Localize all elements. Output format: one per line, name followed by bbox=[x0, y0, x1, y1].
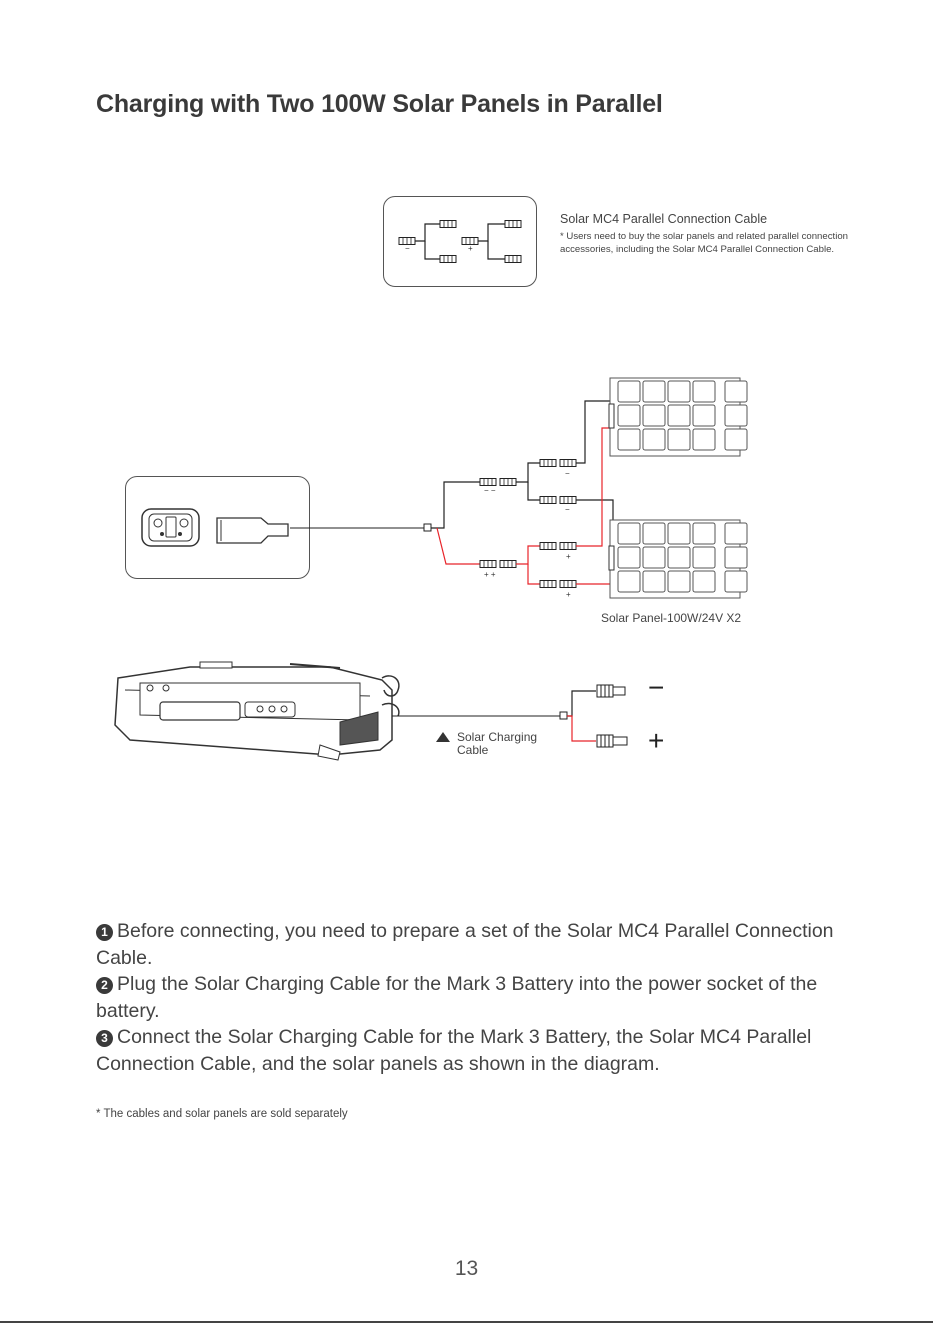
solar-panel-top bbox=[609, 378, 747, 456]
callout-title: Solar MC4 Parallel Connection Cable bbox=[560, 212, 768, 226]
svg-text:− −: − − bbox=[484, 486, 496, 495]
svg-text:−: − bbox=[565, 505, 570, 514]
negative-sign: − bbox=[648, 672, 665, 703]
footnote: * The cables and solar panels are sold separately bbox=[96, 1108, 348, 1120]
svg-text:−: − bbox=[565, 469, 570, 478]
svg-text:+: + bbox=[566, 590, 571, 599]
step-3-text: Connect the Solar Charging Cable for the Mark 3 Battery, the Solar MC4 Parallel Connection Cable, and the solar panels as shown in the diagram. bbox=[96, 1026, 812, 1075]
svg-text:+: + bbox=[566, 552, 571, 561]
svg-text:−: − bbox=[405, 244, 410, 253]
step-number-3: 3 bbox=[96, 1030, 113, 1047]
battery-socket-icon bbox=[142, 509, 199, 546]
step-3 bbox=[96, 1024, 856, 1077]
solar-charging-cable-label-line1: Solar Charging bbox=[457, 730, 538, 744]
svg-text:+: + bbox=[468, 244, 473, 253]
step-number-2: 2 bbox=[96, 977, 113, 994]
step-2 bbox=[96, 971, 856, 1024]
solar-panel-bottom bbox=[609, 520, 747, 598]
step-1 bbox=[96, 918, 856, 971]
bottom-rule bbox=[0, 1321, 933, 1323]
solar-charging-cable-label-line2: Cable bbox=[457, 743, 489, 757]
solar-panel-label: Solar Panel-100W/24V X2 bbox=[601, 611, 742, 625]
instruction-steps bbox=[96, 918, 856, 1077]
page-number: 13 bbox=[454, 1257, 479, 1280]
step-2-text: Plug the Solar Charging Cable for the Mark 3 Battery into the power socket of the battery. bbox=[96, 973, 818, 1022]
wiring-diagram bbox=[290, 401, 613, 599]
step-1-text: Before connecting, you need to prepare a set of the Solar MC4 Parallel Connection Cable. bbox=[96, 920, 834, 969]
parallel-cable-icon bbox=[399, 221, 521, 263]
page-title: Charging with Two 100W Solar Panels in Parallel bbox=[96, 90, 663, 118]
callout-note: * Users need to buy the solar panels and related parallel connection accessories, including the Solar MC4 Parallel Connection Cable. bbox=[560, 231, 848, 255]
svg-text:+ +: + + bbox=[484, 570, 496, 579]
positive-sign: + bbox=[648, 725, 665, 756]
mark-3-battery-illustration bbox=[115, 662, 399, 760]
step-number-1: 1 bbox=[96, 924, 113, 941]
charging-plug-icon bbox=[217, 518, 288, 543]
